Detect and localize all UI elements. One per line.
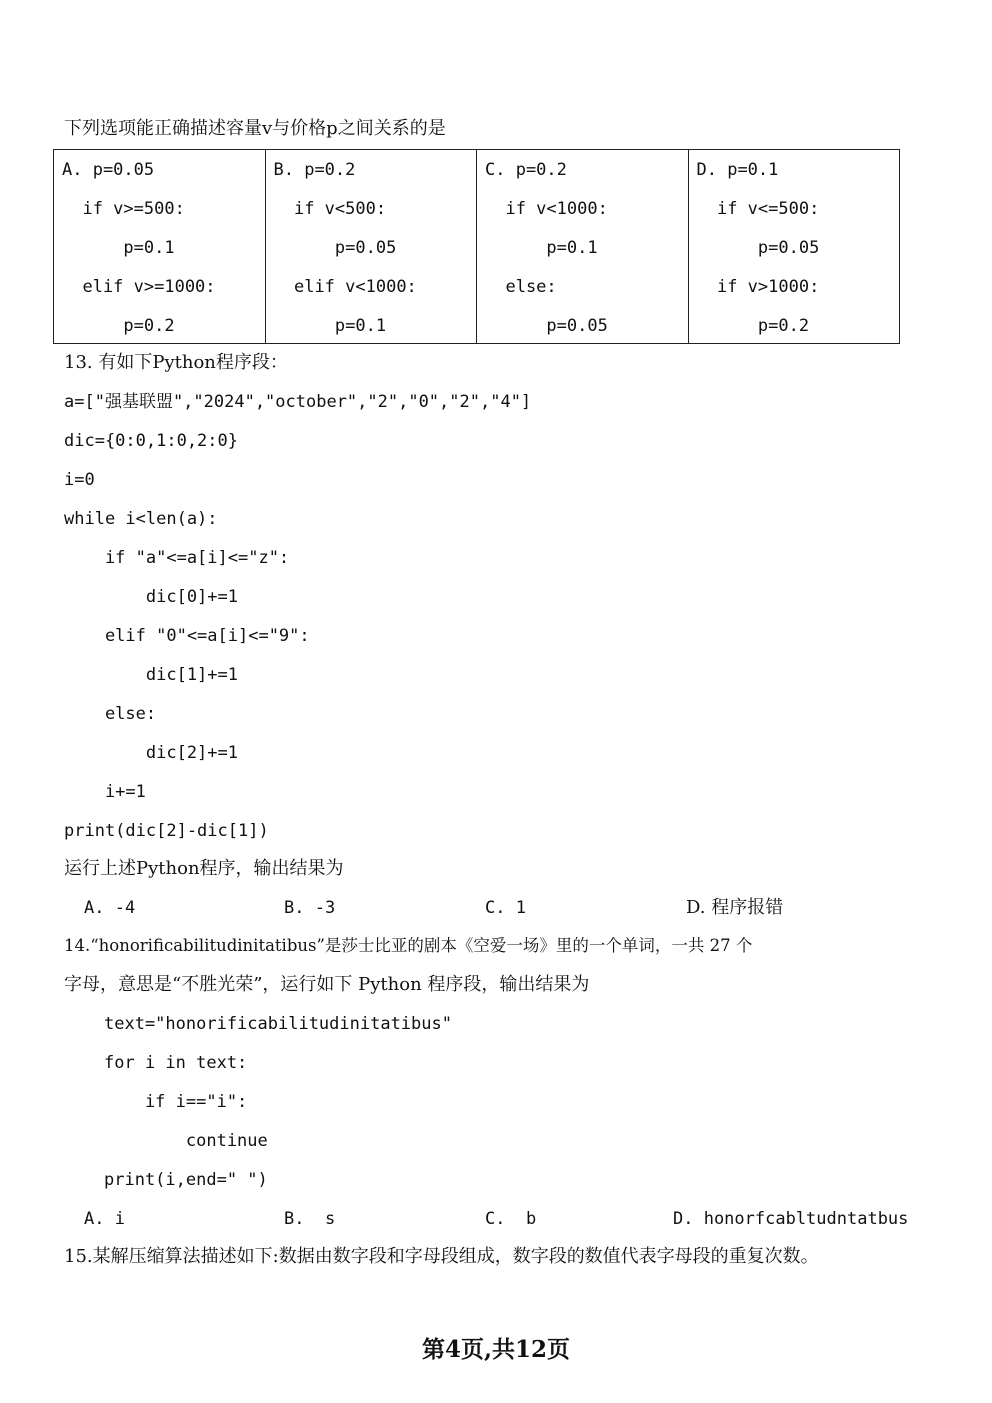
option-a-line-4: elif v>=1000:	[62, 277, 216, 297]
q13-stem: 13. 有如下Python程序段：	[64, 352, 288, 373]
option-b-line-5: p=0.1	[273, 316, 387, 336]
q13-code-line: while i<len(a):	[64, 509, 218, 529]
q13-code-line: dic[1]+=1	[64, 665, 238, 685]
q14-code-line: for i in text:	[104, 1053, 248, 1073]
q14-code-line: text="honorificabilitudinitatibus"	[104, 1014, 452, 1034]
option-c-line-3: p=0.1	[485, 238, 598, 258]
q15-stem: 15.某解压缩算法描述如下:数据由数字段和字母段组成，数字段的数值代表字母段的重复次数。	[64, 1246, 819, 1267]
q13-code-line: dic={0:0,1:0,2:0}	[64, 431, 238, 451]
page-footer: 第4页,共12页	[421, 1336, 571, 1363]
q13-code-line: dic[0]+=1	[64, 587, 238, 607]
q13-code-line: print(dic[2]-dic[1])	[64, 821, 269, 841]
q13-choice-b: B. -3	[284, 898, 336, 918]
q14-code-line: if i=="i":	[104, 1092, 248, 1112]
option-d-line-1: D. p=0.1	[696, 160, 779, 180]
q13-choice-d: D. 程序报错	[686, 897, 784, 918]
q13-code-line: if "a"<=a[i]<="z":	[64, 548, 290, 568]
option-a-line-3: p=0.1	[62, 238, 175, 258]
q14-code-line: print(i,end=" ")	[104, 1170, 268, 1190]
option-b-line-4: elif v<1000:	[273, 277, 417, 297]
option-a-line-5: p=0.2	[62, 316, 175, 336]
q13-code-line: else:	[64, 704, 157, 724]
option-b-cell	[265, 150, 477, 344]
q13-code-line: i+=1	[64, 782, 146, 802]
q13-choice-c: C. 1	[485, 898, 526, 918]
option-a-cell	[54, 150, 266, 344]
option-c-line-5: p=0.05	[485, 316, 608, 336]
q14-choice-d: D. honorfcabltudntatbus	[673, 1209, 909, 1229]
q13-code-line: dic[2]+=1	[64, 743, 238, 763]
q14-choice-c: C. b	[485, 1209, 537, 1229]
q14-stem-line-1: 14.“honorificabilitudinitatibus”是莎士比亚的剧本《空爱一场》里的一个单词，一共 27 个	[64, 936, 753, 955]
option-d-line-5: p=0.2	[696, 316, 810, 336]
q13-prompt: 运行上述Python程序，输出结果为	[64, 858, 344, 879]
option-c-line-4: else:	[485, 277, 557, 297]
option-a-line-1: A. p=0.05	[62, 160, 155, 180]
q13-code-line: elif "0"<=a[i]<="9":	[64, 626, 310, 646]
options-table	[53, 149, 900, 344]
option-d-line-2: if v<=500:	[696, 199, 820, 219]
option-d-line-4: if v>1000:	[696, 277, 820, 297]
option-b-line-2: if v<500:	[273, 199, 387, 219]
option-d-line-3: p=0.05	[696, 238, 820, 258]
option-b-line-3: p=0.05	[273, 238, 397, 258]
q13-code-line: i=0	[64, 470, 95, 490]
option-c-cell	[477, 150, 689, 344]
q14-choice-a: A. i	[84, 1209, 125, 1229]
q14-code-line: continue	[104, 1131, 268, 1151]
option-d-cell	[688, 150, 900, 344]
option-a-line-2: if v>=500:	[62, 199, 185, 219]
option-b-line-1: B. p=0.2	[273, 160, 356, 180]
q14-stem-line-2: 字母，意思是“不胜光荣”，运行如下 Python 程序段，输出结果为	[64, 974, 590, 995]
option-c-line-1: C. p=0.2	[485, 160, 567, 180]
q14-choice-b: B. s	[284, 1209, 336, 1229]
q13-choice-a: A. -4	[84, 898, 136, 918]
question-intro: 下列选项能正确描述容量v与价格p之间关系的是	[64, 118, 446, 139]
q13-code-line: a=["强基联盟","2024","october","2","0","2","4"]	[64, 392, 532, 412]
option-c-line-2: if v<1000:	[485, 199, 608, 219]
